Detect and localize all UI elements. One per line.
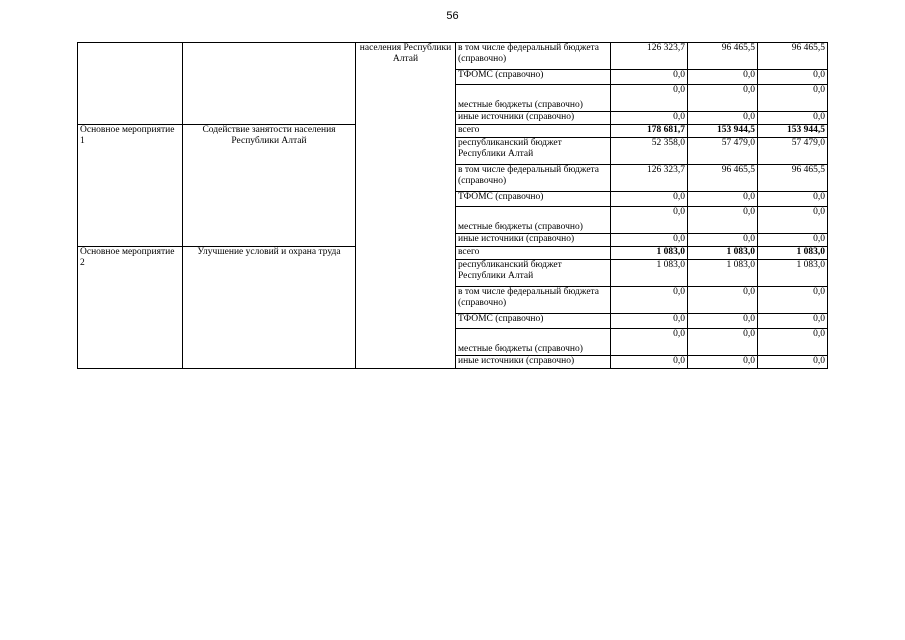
value-cell: 0,0 xyxy=(611,287,688,314)
value-cell: 0,0 xyxy=(688,329,758,356)
source-cell: всего xyxy=(456,247,611,260)
value-cell: 0,0 xyxy=(758,287,828,314)
value-cell: 0,0 xyxy=(611,356,688,369)
value-cell: 1 083,0 xyxy=(611,247,688,260)
value-cell: 0,0 xyxy=(758,329,828,356)
value-cell: 1 083,0 xyxy=(688,247,758,260)
value-cell: 0,0 xyxy=(611,70,688,85)
activity-cell: Основное мероприятие 2 xyxy=(78,247,183,369)
budget-table xyxy=(77,42,828,369)
value-cell: 0,0 xyxy=(688,70,758,85)
value-cell: 0,0 xyxy=(758,85,828,112)
value-cell: 96 465,5 xyxy=(758,165,828,192)
value-cell: 0,0 xyxy=(611,329,688,356)
value-cell: 57 479,0 xyxy=(758,138,828,165)
source-cell: ТФОМС (справочно) xyxy=(456,70,611,85)
source-cell: иные источники (справочно) xyxy=(456,112,611,125)
value-cell: 0,0 xyxy=(688,314,758,329)
value-cell: 1 083,0 xyxy=(758,247,828,260)
activity-title-cell: Содействие занятости населения Республики Алтай xyxy=(183,125,356,247)
value-cell: 153 944,5 xyxy=(688,125,758,138)
value-cell: 1 083,0 xyxy=(758,260,828,287)
value-cell: 52 358,0 xyxy=(611,138,688,165)
source-cell: местные бюджеты (справочно) xyxy=(456,85,611,112)
value-cell: 0,0 xyxy=(688,112,758,125)
activity-title-cell xyxy=(183,43,356,125)
value-cell: 0,0 xyxy=(758,192,828,207)
source-cell: в том числе федеральный бюджета (справочно) xyxy=(456,287,611,314)
program-name-cell: населения Республики Алтай xyxy=(356,43,456,369)
source-cell: иные источники (справочно) xyxy=(456,234,611,247)
source-cell: ТФОМС (справочно) xyxy=(456,314,611,329)
source-cell: местные бюджеты (справочно) xyxy=(456,329,611,356)
value-cell: 0,0 xyxy=(611,314,688,329)
value-cell: 0,0 xyxy=(688,287,758,314)
value-cell: 0,0 xyxy=(688,207,758,234)
value-cell: 0,0 xyxy=(688,356,758,369)
value-cell: 1 083,0 xyxy=(611,260,688,287)
source-cell: в том числе федеральный бюджета (справочно) xyxy=(456,43,611,70)
source-cell: в том числе федеральный бюджета (справочно) xyxy=(456,165,611,192)
source-cell: республиканский бюджет Республики Алтай xyxy=(456,260,611,287)
activity-cell xyxy=(78,43,183,125)
value-cell: 126 323,7 xyxy=(611,43,688,70)
table-row xyxy=(78,43,828,70)
value-cell: 57 479,0 xyxy=(688,138,758,165)
activity-title-cell: Улучшение условий и охрана труда xyxy=(183,247,356,369)
value-cell: 0,0 xyxy=(611,192,688,207)
value-cell: 0,0 xyxy=(688,234,758,247)
value-cell: 0,0 xyxy=(611,234,688,247)
value-cell: 0,0 xyxy=(688,192,758,207)
value-cell: 0,0 xyxy=(758,207,828,234)
source-cell: местные бюджеты (справочно) xyxy=(456,207,611,234)
value-cell: 96 465,5 xyxy=(688,43,758,70)
source-cell: иные источники (справочно) xyxy=(456,356,611,369)
source-cell: республиканский бюджет Республики Алтай xyxy=(456,138,611,165)
source-cell: всего xyxy=(456,125,611,138)
value-cell: 0,0 xyxy=(758,356,828,369)
value-cell: 0,0 xyxy=(611,85,688,112)
value-cell: 0,0 xyxy=(611,112,688,125)
value-cell: 178 681,7 xyxy=(611,125,688,138)
value-cell: 1 083,0 xyxy=(688,260,758,287)
source-cell: ТФОМС (справочно) xyxy=(456,192,611,207)
value-cell: 0,0 xyxy=(758,112,828,125)
value-cell: 0,0 xyxy=(758,314,828,329)
value-cell: 0,0 xyxy=(758,70,828,85)
value-cell: 0,0 xyxy=(611,207,688,234)
page-number: 56 xyxy=(446,10,459,22)
activity-cell: Основное мероприятие 1 xyxy=(78,125,183,247)
value-cell: 96 465,5 xyxy=(688,165,758,192)
value-cell: 126 323,7 xyxy=(611,165,688,192)
value-cell: 0,0 xyxy=(688,85,758,112)
value-cell: 0,0 xyxy=(758,234,828,247)
value-cell: 96 465,5 xyxy=(758,43,828,70)
value-cell: 153 944,5 xyxy=(758,125,828,138)
